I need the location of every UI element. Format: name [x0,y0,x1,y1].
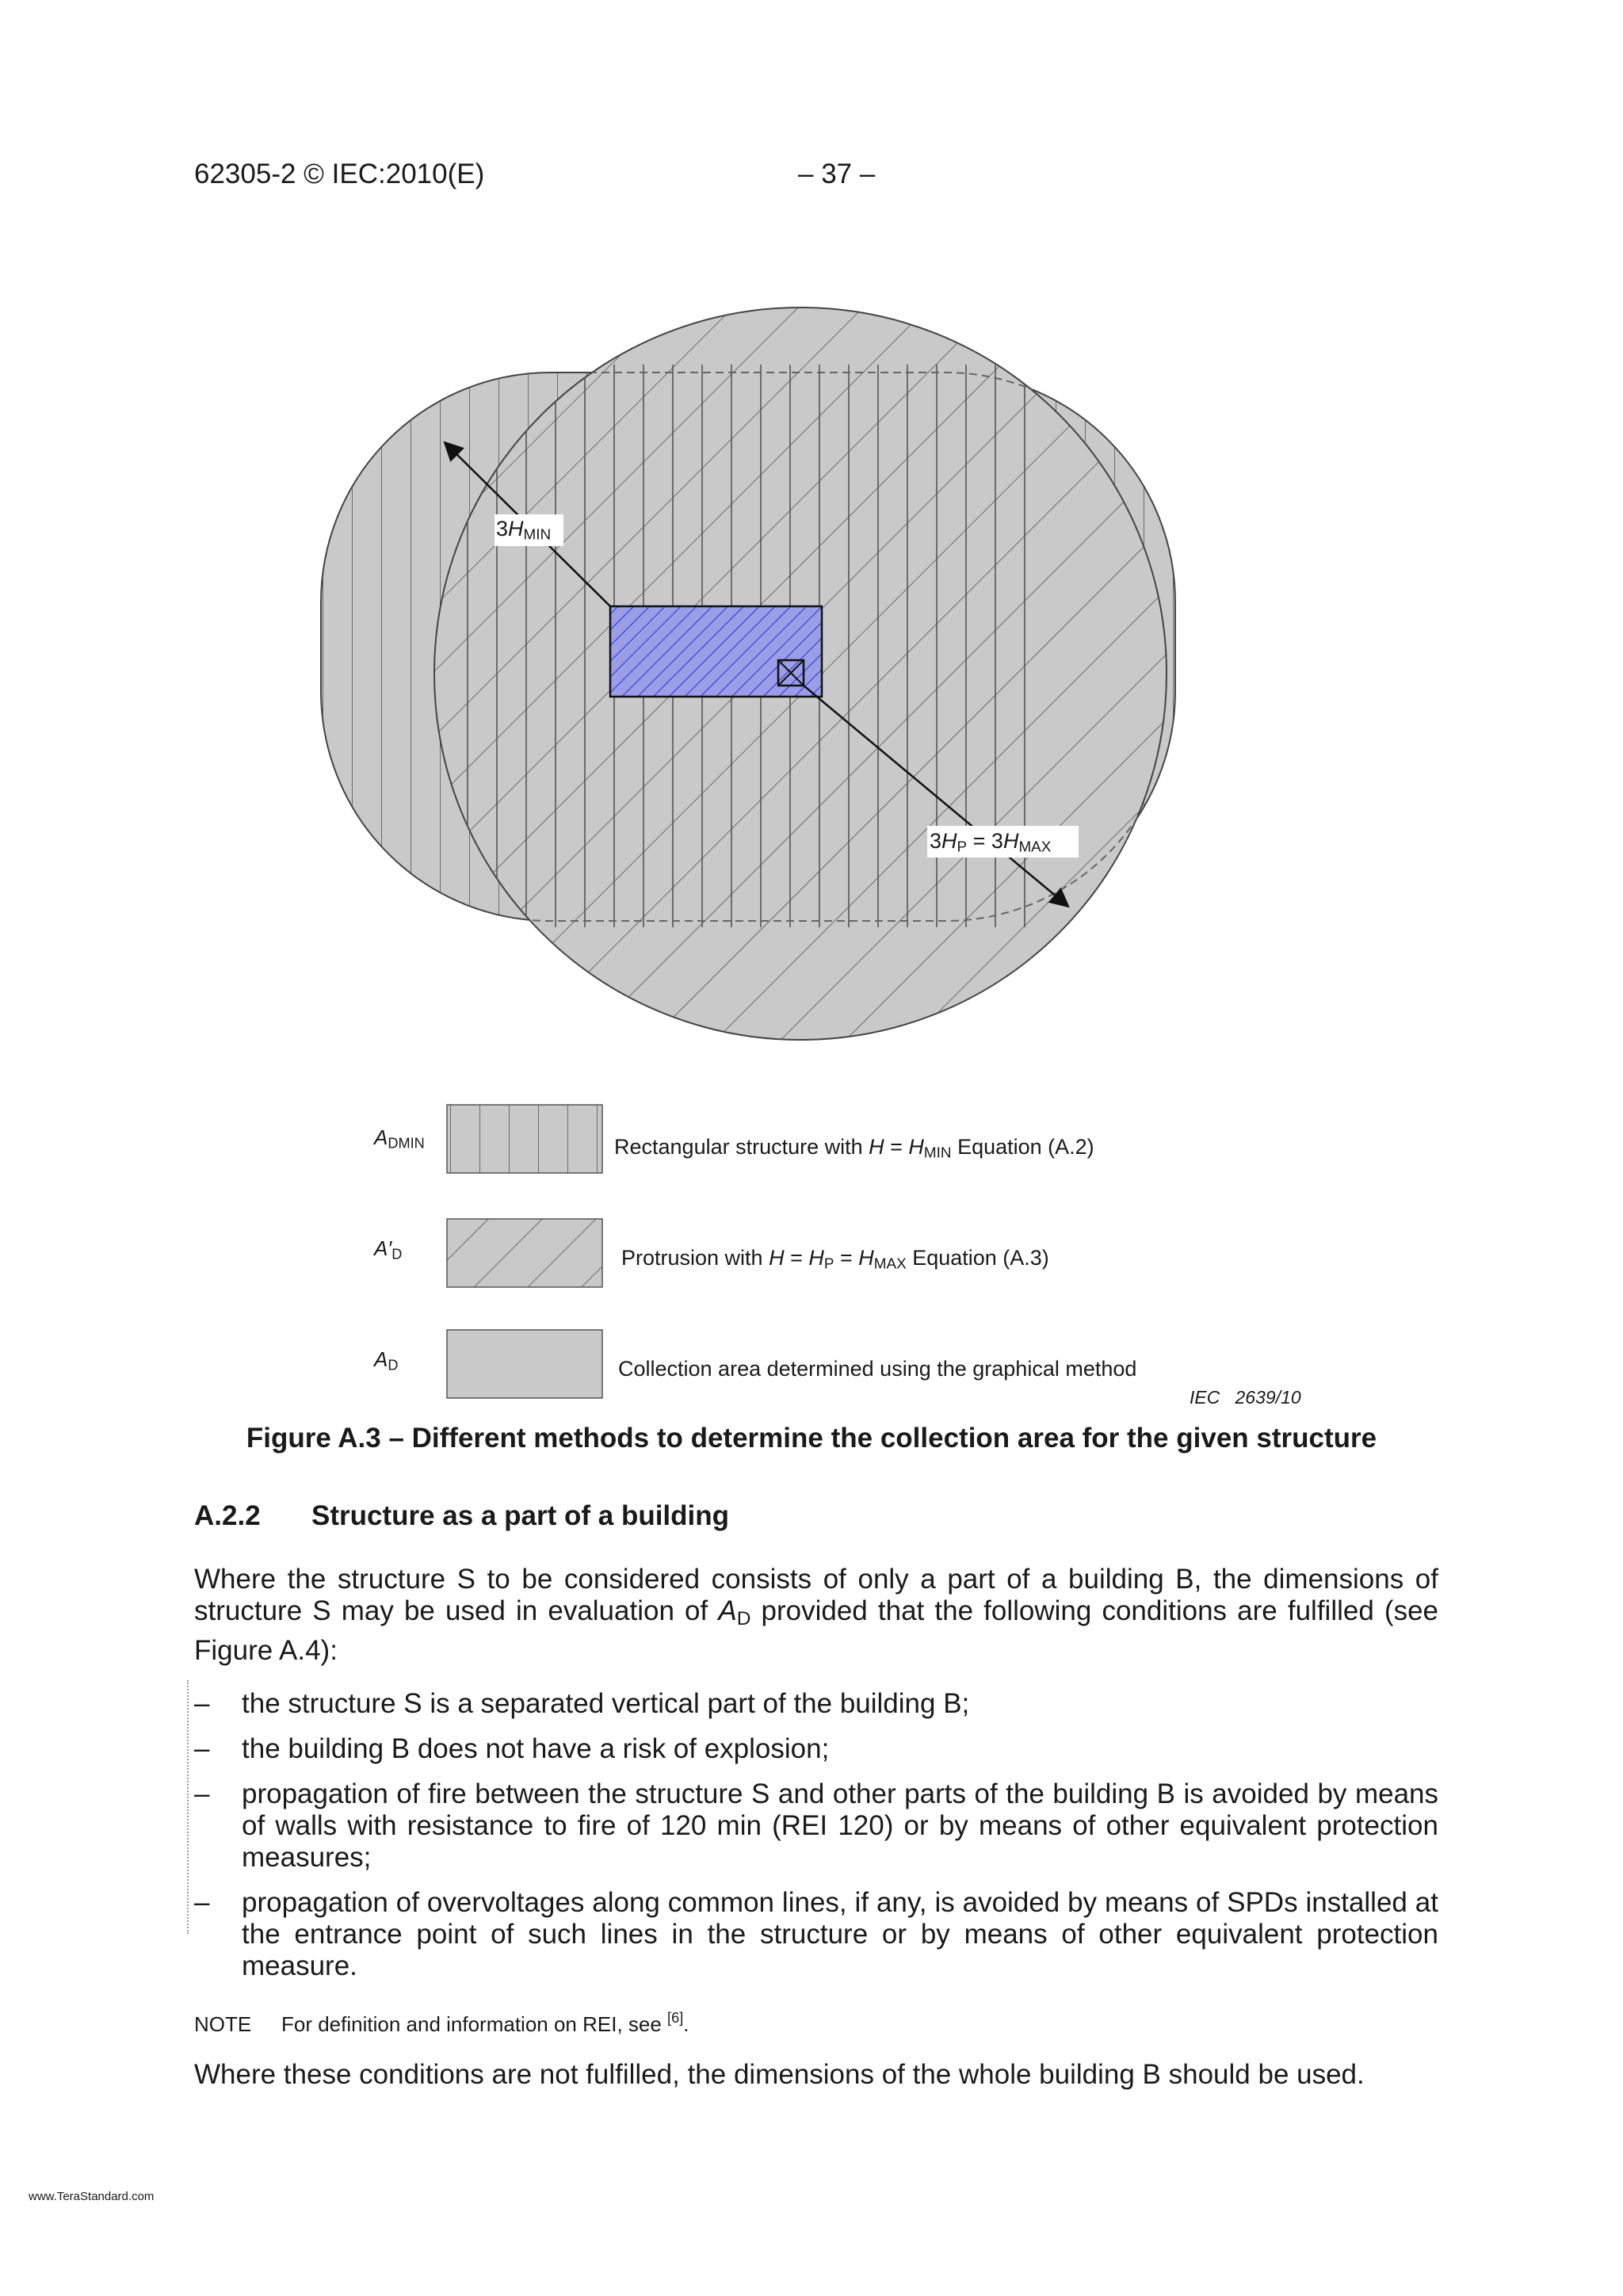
legend-text-admin: Rectangular structure with $H = H_{MIN}$ Equation (A.2) [614,1135,1094,1162]
legend-swatches [444,1102,609,1403]
page-number: – 37 – [798,159,876,189]
legend-symbol-ad: $A_D$ [374,1347,399,1373]
document-id: 62305-2 © IEC:2010(E) [194,159,485,189]
legend-swatch-diagonal [447,1219,602,1287]
legend-text-aprime-d: Protrusion with $H = H_P = H_{MAX}$ Equation (A.3) [621,1246,1049,1273]
hmin-label: $3H_{MIN}$ [496,517,552,544]
hp-hmax-label: $3H_P = 3H_{MAX}$ [930,829,1052,856]
list-item: – propagation of overvoltages along common lines, if any, is avoided by means of SPDs installed at the entrance point of such lines in the structure or by means of other equivalent protection measure. [194,1887,1438,1981]
figure-caption: Figure A.3 – Different methods to determine the collection area for the given structure [246,1423,1377,1454]
paragraph-fallback: Where these conditions are not fulfilled, the dimensions of the whole building B should be used. [194,2059,1365,2090]
margin-change-marker [187,1680,192,1934]
legend-swatch-solid [447,1330,602,1398]
section-heading [194,1500,729,1532]
legend-swatch-vertical [447,1105,602,1173]
list-item: – propagation of fire between the structure S and other parts of the building B is avoided by means of walls with resistance to fire of 120 min (REI 120) or by means of other equivalent protection measures; [194,1778,1438,1873]
footer-watermark: www.TeraStandard.com [29,2190,155,2203]
list-item: – the structure S is a separated vertical part of the building B; [194,1688,970,1719]
note: NOTE For definition and information on REI, see [6]. [194,2010,689,2036]
list-item: – the building B does not have a risk of explosion; [194,1733,830,1764]
legend-text-ad: Collection area determined using the graphical method [618,1357,1137,1381]
legend-symbol-admin: $A_{DMIN}$ [374,1125,425,1152]
section-title: Structure as a part of a building [311,1500,730,1531]
paragraph-conditions-intro: Where the structure S to be considered consists of only a part of a building B, the dimensions of structure S may be used in evaluation of $A_D$ provided that the following conditions are fulfilled (see Figure A.4): [194,1564,1438,1667]
legend-symbol-aprime-d: $A'_D$ [374,1236,403,1263]
section-number: A.2.2 [194,1500,261,1531]
iec-reference: IEC 2639/10 [1190,1387,1301,1408]
structure-rectangle [610,606,822,697]
